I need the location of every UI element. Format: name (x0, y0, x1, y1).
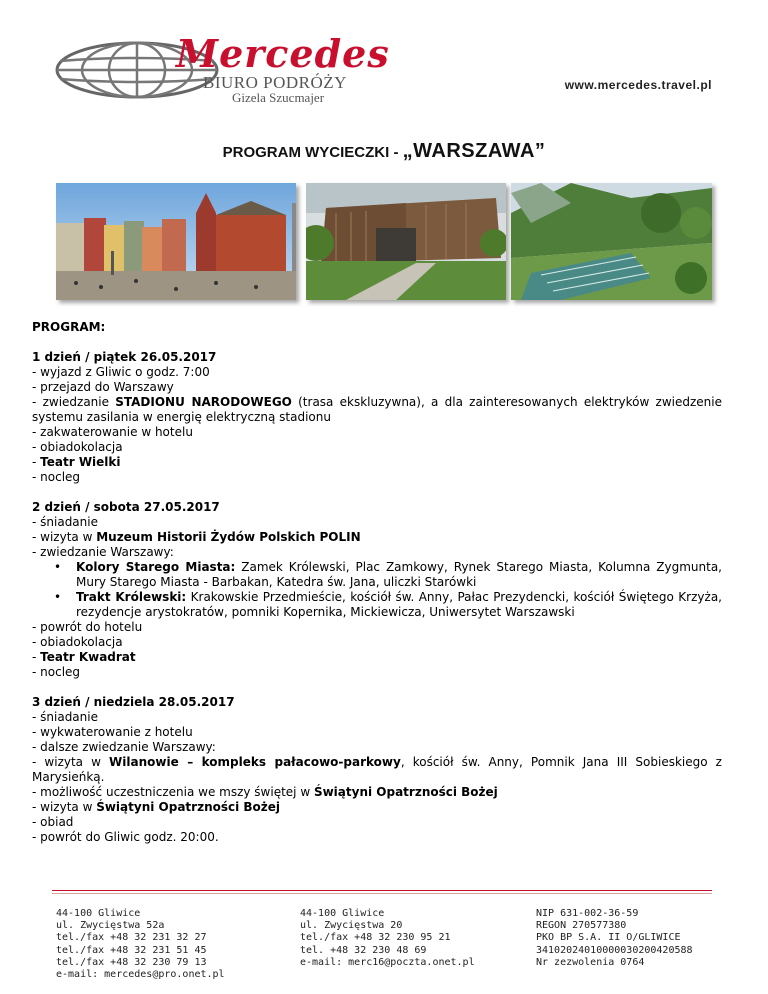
photo-roof-garden (511, 183, 712, 300)
logo-owner-text: Gizela Szucmajer (232, 90, 325, 105)
program-label: PROGRAM: (32, 320, 106, 334)
stadium-name: STADIONU NARODOWEGO (115, 395, 292, 409)
day2-item: - obiadokolacja (32, 635, 123, 649)
title-prefix: PROGRAM WYCIECZKI - (222, 144, 403, 161)
bullet-dot-icon: • (54, 560, 62, 574)
company-logo (52, 31, 390, 107)
theatre-name: Teatr Kwadrat (40, 650, 136, 664)
day2-item: - Teatr Kwadrat (32, 650, 136, 664)
page-title (0, 140, 768, 163)
day1-item: - Teatr Wielki (32, 455, 121, 469)
day2-item: - wizyta w Muzeum Historii Żydów Polskich POLIN (32, 530, 361, 544)
day3-item: - wykwaterowanie z hotelu (32, 725, 193, 739)
bullet-dot-icon: • (54, 590, 62, 604)
day2-item: - nocleg (32, 665, 81, 679)
day3-heading: 3 dzień / niedziela 28.05.2017 (32, 695, 235, 709)
photo-old-town (56, 183, 296, 300)
museum-name: Muzeum Historii Żydów Polskich POLIN (96, 530, 361, 544)
email-link[interactable]: e-mail: mercedes@pro.onet.pl (56, 969, 225, 981)
footer-office-2: 44-100 Gliwice ul. Zwycięstwa 20 tel./fax +48 32 230 95 21 tel. +48 32 230 48 69 e-mail: merc16@poczta.onet.pl (300, 908, 475, 968)
logo-brand-text: Mercedes (176, 31, 390, 76)
day3-item: - obiad (32, 815, 74, 829)
email-link[interactable]: e-mail: merc16@poczta.onet.pl (300, 956, 475, 968)
wilanow-name: Wilanowie – kompleks pałacowo-parkowy (109, 755, 401, 769)
footer-divider (52, 893, 712, 894)
day3-item: - wizyta w Wilanowie – kompleks pałacowo-parkowy, kościół św. Anny, Pomnik Jana III Sobieskiego z Marysieńką. (32, 755, 722, 784)
bullet-item: • Trakt Królewski: Krakowskie Przedmieście, kościół św. Anny, Pałac Prezydencki, kościół Świętego Krzyża, rezydencje arystokratów, pomniki Kopernika, Mickiewicza, Uniwersytet Warszawski (54, 590, 722, 619)
day1-item: - obiadokolacja (32, 440, 123, 454)
title-destination: „WARSZAWA” (402, 140, 546, 162)
day1-item: - zakwaterowanie w hotelu (32, 425, 193, 439)
day2-item: - śniadanie (32, 515, 98, 529)
program-content (32, 320, 722, 845)
day2-heading: 2 dzień / sobota 27.05.2017 (32, 500, 220, 514)
logo-agency-text: BIURO PODRÓŻY (203, 73, 347, 92)
day1-item: - nocleg (32, 470, 81, 484)
footer-company-info: NIP 631-002-36-59 REGON 270577380 PKO BP S.A. II O/GLIWICE 34102024010000030200420588 Nr zezwolenia 0764 (536, 908, 693, 968)
day3-item: - możliwość uczestniczenia we mszy świętej w Świątyni Opatrzności Bożej (32, 785, 498, 799)
website-link[interactable]: www.mercedes.travel.pl (564, 78, 712, 92)
bullet-item: • Kolory Starego Miasta: Zamek Królewski, Plac Zamkowy, Rynek Starego Miasta, Kolumna Zygmunta, Mury Starego Miasta - Barbakan, Katedra św. Jana, uliczki Starówki (54, 560, 722, 589)
day1-heading: 1 dzień / piątek 26.05.2017 (32, 350, 217, 364)
day1-item: - zwiedzanie STADIONU NARODOWEGO (trasa ekskluzywna), a dla zainteresowanych elektryków zwiedzenie systemu zasilania w energię elektryczną stadionu (32, 395, 722, 424)
day2-item: - powrót do hotelu (32, 620, 143, 634)
photo-museum (306, 183, 506, 300)
day1-item: - wyjazd z Gliwic o godz. 7:00 (32, 365, 210, 379)
day3-item: - wizyta w Świątyni Opatrzności Bożej (32, 800, 281, 814)
theatre-name: Teatr Wielki (40, 455, 121, 469)
footer-office-1: 44-100 Gliwice ul. Zwycięstwa 52a tel./fax +48 32 231 32 27 tel./fax +48 32 231 51 45 tel./fax +48 32 230 79 13 e-mail: mercedes@pro.onet.pl (56, 908, 225, 981)
day3-item: - powrót do Gliwic godz. 20:00. (32, 830, 219, 844)
temple-name: Świątyni Opatrzności Bożej (313, 785, 498, 799)
temple-name: Świątyni Opatrzności Bożej (96, 800, 281, 814)
day3-item: - śniadanie (32, 710, 98, 724)
footer-divider (52, 890, 712, 891)
day3-item: - dalsze zwiedzanie Warszawy: (32, 740, 216, 754)
day2-item: - zwiedzanie Warszawy: (32, 545, 174, 559)
day1-item: - przejazd do Warszawy (32, 380, 174, 394)
